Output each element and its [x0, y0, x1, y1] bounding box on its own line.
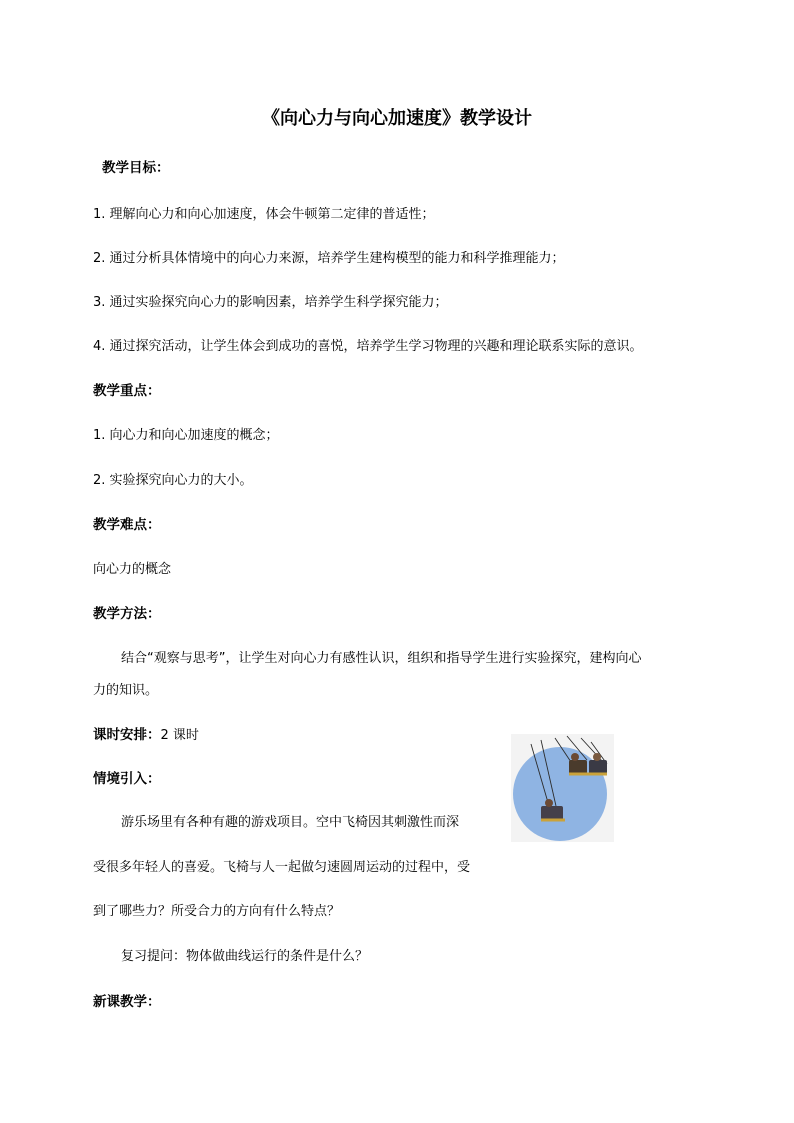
methods-text-line-1: 结合“观察与思考”，让学生对向心力有感性认识，组织和指导学生进行实验探究，建构向心	[121, 651, 642, 666]
intro-text-line-3: 到了哪些力？所受合力的方向有什么特点？	[93, 904, 341, 919]
key-points-heading: 教学重点：	[93, 383, 161, 399]
document-title: 《向心力与向心加速度》教学设计	[262, 108, 532, 129]
objective-item-4: 4. 通过探究活动，让学生体会到成功的喜悦，培养学生学习物理的兴趣和理论联系实际的意识。	[93, 339, 643, 354]
intro-heading: 情境引入：	[93, 771, 161, 787]
difficulty-text: 向心力的概念	[93, 562, 172, 577]
objective-item-3: 3. 通过实验探究向心力的影响因素，培养学生科学探究能力；	[93, 295, 448, 310]
swing-ride-photo	[511, 734, 614, 842]
intro-text-line-2: 受很多年轻人的喜爱。飞椅与人一起做匀速圆周运动的过程中，受	[93, 860, 471, 875]
objectives-heading: 教学目标：	[102, 160, 170, 176]
methods-heading: 教学方法：	[93, 606, 161, 622]
review-question: 复习提问：物体做曲线运行的条件是什么？	[121, 949, 369, 964]
difficulty-heading: 教学难点：	[93, 517, 161, 533]
schedule-line	[93, 723, 199, 743]
objective-item-1: 1. 理解向心力和向心加速度，体会牛顿第二定律的普适性；	[93, 207, 435, 222]
key-point-item-1: 1. 向心力和向心加速度的概念；	[93, 428, 279, 443]
methods-text-line-2: 力的知识。	[93, 683, 159, 698]
key-point-item-2: 2. 实验探究向心力的大小。	[93, 473, 253, 488]
schedule-value: 2 课时	[160, 728, 199, 743]
swing-ride-illustration	[511, 734, 614, 842]
new-lesson-heading: 新课教学：	[93, 994, 161, 1010]
schedule-heading: 课时安排：	[93, 727, 161, 743]
intro-text-line-1: 游乐场里有各种有趣的游戏项目。空中飞椅因其刺激性而深	[121, 815, 460, 830]
objective-item-2: 2. 通过分析具体情境中的向心力来源，培养学生建构模型的能力和科学推理能力；	[93, 251, 565, 266]
